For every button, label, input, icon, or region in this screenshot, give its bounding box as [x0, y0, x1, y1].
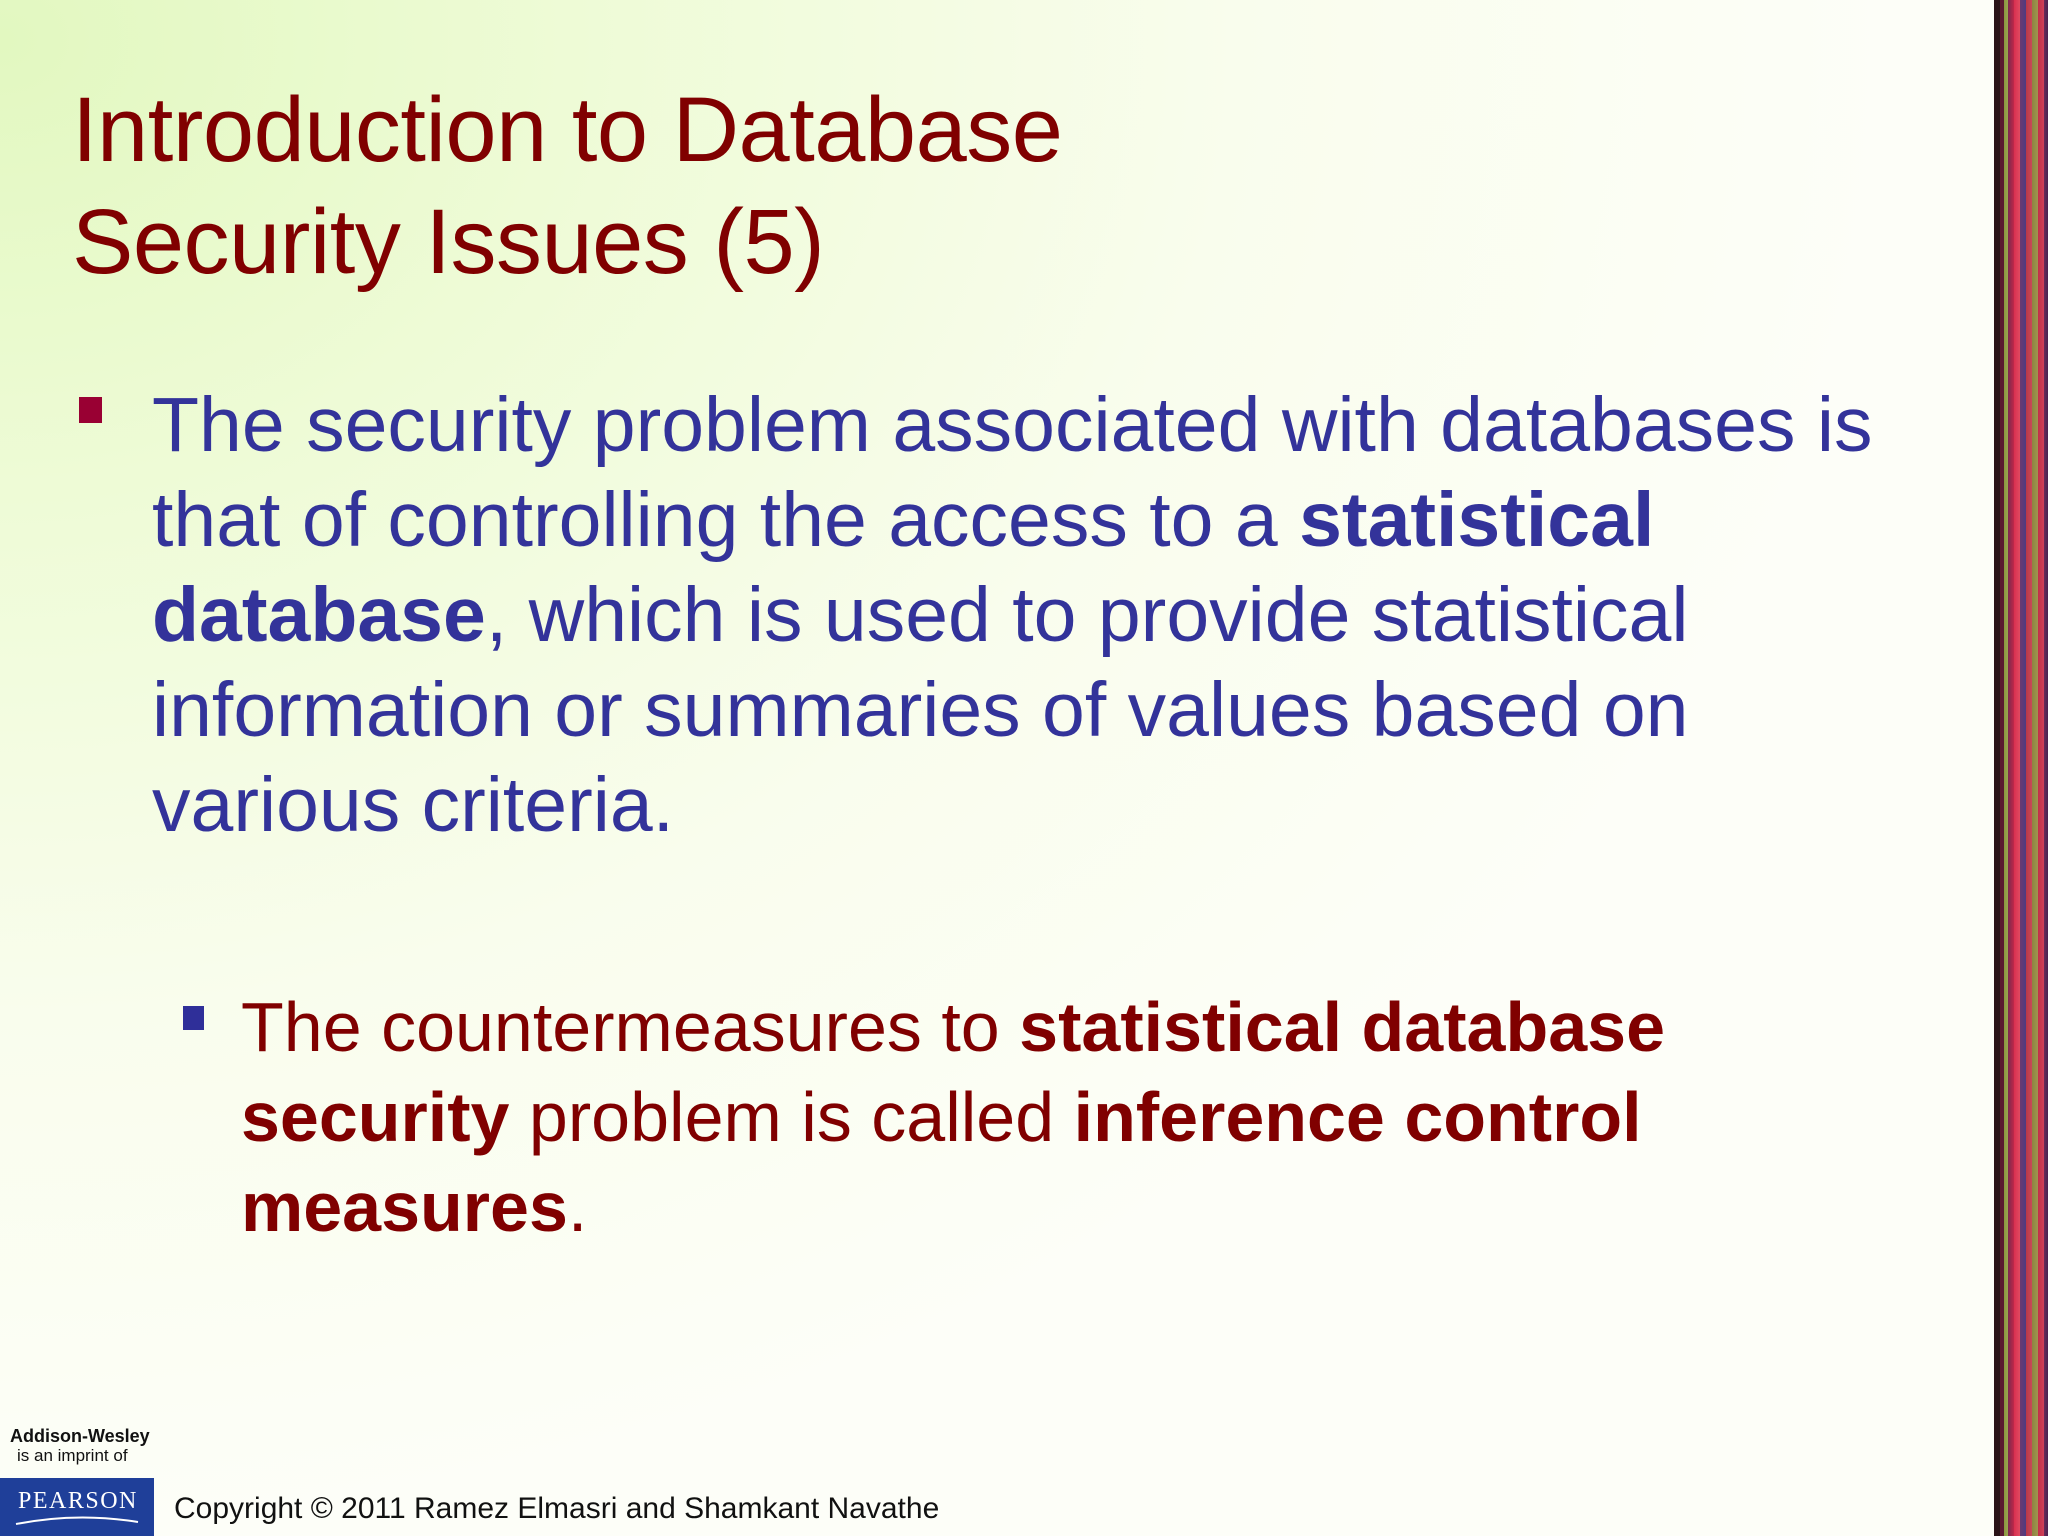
sub-bullet-inference-control: [241, 982, 1841, 1252]
slide-title-line-1: Introduction to Database: [72, 79, 1063, 181]
decorative-stripe: [1994, 0, 2048, 1536]
bullet-1-text-part-1: The security problem associated with databases is that of controlling the access to a: [152, 382, 1873, 563]
slide-title: [72, 74, 1062, 298]
square-bullet-icon: [79, 397, 102, 423]
copyright-text: Copyright © 2011 Ramez Elmasri and Shamkant Navathe: [174, 1492, 940, 1525]
bullet-1-bold-term: statistical database: [152, 477, 1655, 658]
addison-wesley-label: Addison-Wesley: [10, 1426, 150, 1446]
bullet-1-text-part-2: , which is used to provide statistical information or summaries of values based on various criteria.: [152, 572, 1689, 848]
pearson-swoosh-icon: [14, 1514, 140, 1528]
slide-title-line-2: Security Issues (5): [72, 191, 825, 293]
pearson-logo: [0, 1478, 154, 1536]
bullet-2-text-part-1: The countermeasures to: [241, 988, 1020, 1066]
bullet-2-text-part-2: problem is called: [509, 1078, 1074, 1156]
bullet-2-text-part-3: .: [567, 1168, 588, 1246]
square-sub-bullet-icon: [183, 1006, 204, 1030]
imprint-label: is an imprint of: [17, 1446, 128, 1465]
bullet-2-bold-term-1: statistical database security: [241, 988, 1666, 1156]
bullet-point-statistical-database: [152, 378, 1912, 853]
pearson-logo-text: PEARSON: [18, 1488, 138, 1514]
bullet-2-bold-term-2: inference control measures: [241, 1078, 1642, 1246]
